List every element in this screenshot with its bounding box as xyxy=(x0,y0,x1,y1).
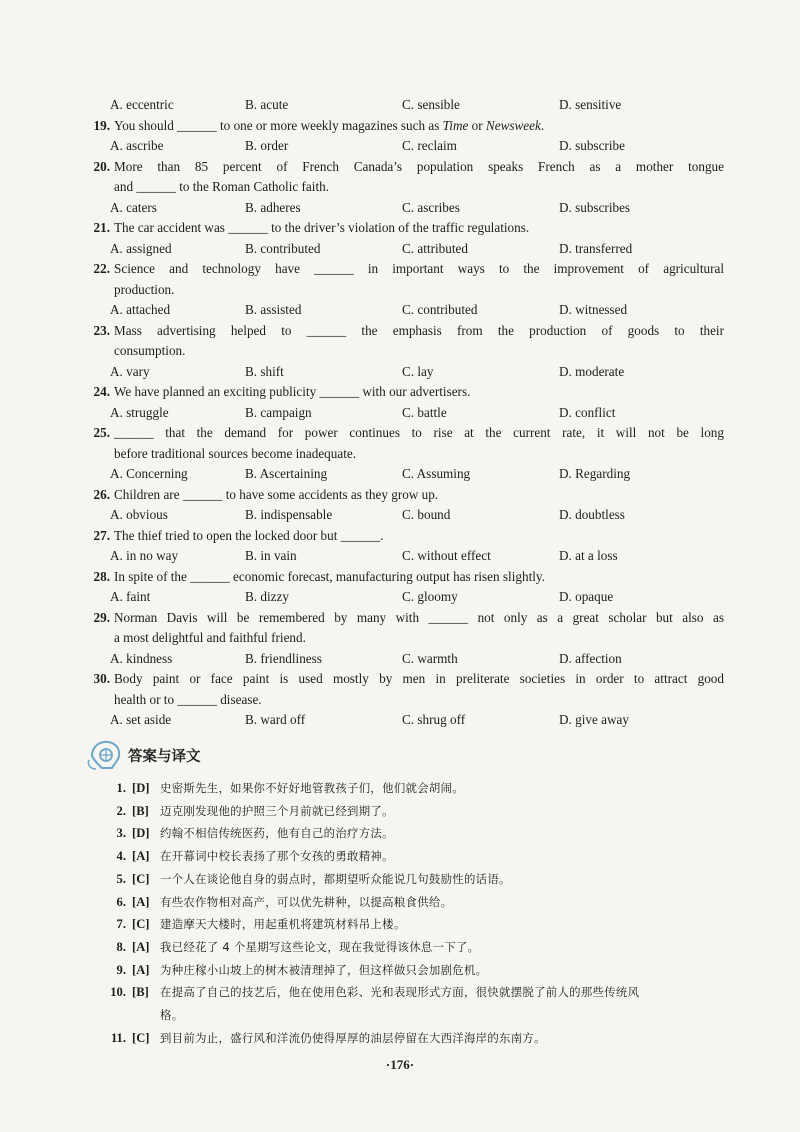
answer-line xyxy=(88,822,728,845)
question-number xyxy=(84,690,114,711)
question-item xyxy=(84,669,724,731)
answer-number: 5. xyxy=(116,871,126,886)
question-number xyxy=(84,341,114,362)
question-number: 19. xyxy=(93,117,110,133)
option-d: D. subscribes xyxy=(559,199,631,215)
question-item xyxy=(84,423,724,485)
option-a: A. caters xyxy=(110,199,157,215)
answer-key: [A] xyxy=(132,894,150,909)
options-row xyxy=(84,403,724,424)
question-line xyxy=(84,259,724,280)
question-item xyxy=(84,157,724,219)
answer-translation: 在开幕词中校长表扬了那个女孩的勇敢精神。 xyxy=(160,849,394,864)
question-line xyxy=(84,116,724,137)
question-line xyxy=(84,280,724,301)
option-c: C. bound xyxy=(402,507,451,522)
question-text: The car accident was ______ to the driver’s violation of the traffic regulations. xyxy=(114,220,530,235)
option-c: C. attributed xyxy=(402,240,468,256)
option-a: A. assigned xyxy=(110,240,172,256)
question-text: before traditional sources become inadequate. xyxy=(114,445,357,461)
options-row xyxy=(84,136,724,157)
answer-translation: 一个人在谈论他自身的弱点时，都期望听众能说几句鼓励性的话语。 xyxy=(160,871,511,886)
options-row xyxy=(84,362,724,383)
options-row xyxy=(84,587,724,608)
option-b: B. acute xyxy=(245,97,289,112)
question-text: Body paint or face paint is used mostly by men in preliterate societies in order to attract good xyxy=(114,671,724,686)
answer-number: 3. xyxy=(116,826,126,841)
question-item xyxy=(84,116,724,157)
question-text: In spite of the ______ economic forecast, manufacturing output has risen slightly. xyxy=(114,568,545,584)
option-c: C. ascribes xyxy=(402,199,460,215)
options-row xyxy=(84,239,724,260)
question-item xyxy=(84,218,724,259)
question-line xyxy=(84,341,724,362)
option-c: C. Assuming xyxy=(402,466,471,481)
question-text: You should ______ to one or more weekly magazines such as Time or Newsweek. xyxy=(114,117,545,133)
answer-key: [C] xyxy=(132,871,150,886)
answer-translation: 迈克刚发现他的护照三个月前就已经到期了。 xyxy=(160,803,394,818)
options-row xyxy=(84,546,724,567)
option-b: B. campaign xyxy=(245,404,312,420)
question-line xyxy=(84,321,724,342)
answers-section xyxy=(88,777,728,1049)
option-b: B. in vain xyxy=(245,548,297,563)
option-a: A. eccentric xyxy=(110,97,174,112)
option-a: A. faint xyxy=(110,589,151,604)
option-b: B. dizzy xyxy=(245,589,289,604)
option-b: B. shift xyxy=(245,363,284,379)
answer-number: 10. xyxy=(110,985,126,1000)
answer-line xyxy=(88,891,728,914)
question-number: 28. xyxy=(93,568,110,584)
question-text: production. xyxy=(114,281,175,297)
options-row xyxy=(84,300,724,321)
question-line xyxy=(84,382,724,403)
option-b: B. assisted xyxy=(245,302,302,317)
option-a: A. obvious xyxy=(110,507,168,522)
answer-number: 11. xyxy=(110,1030,126,1045)
option-a: A. ascribe xyxy=(110,138,164,153)
option-a: A. in no way xyxy=(110,548,179,563)
answer-line xyxy=(88,936,728,959)
answer-number: 8. xyxy=(116,939,126,954)
question-line xyxy=(84,177,724,198)
question-line xyxy=(84,690,724,711)
question-line xyxy=(84,423,724,444)
option-b: B. ward off xyxy=(245,712,306,727)
option-a: A. vary xyxy=(110,363,150,379)
answer-key xyxy=(132,1004,160,1027)
question-item xyxy=(84,608,724,670)
question-number xyxy=(84,444,114,465)
question-number: 20. xyxy=(93,158,110,174)
question-text: The thief tried to open the locked door but ______. xyxy=(114,527,384,543)
answer-line xyxy=(88,981,728,1004)
answer-key: [B] xyxy=(132,803,149,818)
option-b: B. indispensable xyxy=(245,507,333,522)
answer-key: [A] xyxy=(132,849,150,864)
option-b: B. order xyxy=(245,138,289,153)
question-line xyxy=(84,444,724,465)
question-text: ______ that the demand for power continues to rise at the current rate, it will not be long xyxy=(114,425,724,440)
question-item xyxy=(84,321,724,383)
question-line xyxy=(84,567,724,588)
lightbulb-icon xyxy=(86,738,124,772)
question-number: 25. xyxy=(93,425,110,440)
answer-line xyxy=(88,1004,728,1027)
question-number: 23. xyxy=(93,322,110,338)
option-b: B. adheres xyxy=(245,199,301,215)
question-number: 27. xyxy=(93,527,110,543)
question-text: Mass advertising helped to ______ the emphasis from the production of goods to their xyxy=(114,322,724,338)
question-text: Norman Davis will be remembered by many with ______ not only as a great scholar but also as xyxy=(114,609,724,625)
option-d: D. moderate xyxy=(559,363,625,379)
question-text: health or to ______ disease. xyxy=(114,691,262,707)
option-b: B. contributed xyxy=(245,240,321,256)
question-text: Children are ______ to have some accidents as they grow up. xyxy=(114,486,439,502)
answer-number: 4. xyxy=(116,849,126,864)
options-row xyxy=(84,649,724,670)
option-c: C. contributed xyxy=(402,302,478,317)
question-line xyxy=(84,218,724,239)
option-c: C. shrug off xyxy=(402,712,466,727)
question-number xyxy=(84,628,114,649)
question-number: 21. xyxy=(93,220,110,235)
answer-line xyxy=(88,1027,728,1050)
answer-translation: 在提高了自己的技艺后，他在使用色彩、光和表现形式方面，很快就摆脱了前人的那些传统风 xyxy=(160,985,640,1000)
answer-translation: 到目前为止，盛行风和洋流仍使得厚厚的油层停留在大西洋海岸的东南方。 xyxy=(160,1030,546,1045)
option-b: B. Ascertaining xyxy=(245,466,328,481)
option-d: D. affection xyxy=(559,650,622,666)
answer-translation: 约翰不相信传统医药，他有自己的治疗方法。 xyxy=(160,826,394,841)
answer-number: 2. xyxy=(116,803,126,818)
answer-key: [C] xyxy=(132,1030,150,1045)
question-line xyxy=(84,628,724,649)
question-number: 30. xyxy=(93,671,110,686)
question-line xyxy=(84,669,724,690)
answer-line xyxy=(88,959,728,982)
answer-line xyxy=(88,913,728,936)
question-number xyxy=(84,280,114,301)
answer-line xyxy=(88,868,728,891)
option-a: A. attached xyxy=(110,302,171,317)
question-text: We have planned an exciting publicity ______ with our advertisers. xyxy=(114,384,471,399)
options-row xyxy=(84,198,724,219)
option-a: A. struggle xyxy=(110,404,169,420)
answer-key: [B] xyxy=(132,985,149,1000)
question-number: 26. xyxy=(93,486,110,502)
question-text: and ______ to the Roman Catholic faith. xyxy=(114,179,329,194)
answer-key: [D] xyxy=(132,826,150,841)
answer-line xyxy=(88,800,728,823)
option-c: C. sensible xyxy=(402,97,460,112)
answer-number: 1. xyxy=(116,781,126,795)
answer-translation: 我已经花了 4 个星期写这些论文，现在我觉得该休息一下了。 xyxy=(160,939,480,954)
option-a: A. kindness xyxy=(110,650,173,666)
question-line xyxy=(84,526,724,547)
option-c: C. without effect xyxy=(402,548,491,563)
question-item xyxy=(84,259,724,321)
option-a: A. Concerning xyxy=(110,466,188,481)
questions-section xyxy=(84,95,724,731)
option-d: D. transferred xyxy=(559,240,633,256)
answer-line xyxy=(88,777,728,800)
answers-header xyxy=(86,738,201,772)
option-d: D. at a loss xyxy=(559,548,618,563)
question-number: 22. xyxy=(93,261,110,276)
answer-key: [A] xyxy=(132,939,150,954)
option-c: C. battle xyxy=(402,404,447,420)
option-c: C. gloomy xyxy=(402,589,458,604)
options-row xyxy=(84,710,724,731)
answer-number: 9. xyxy=(116,962,126,977)
option-d: D. subscribe xyxy=(559,138,625,153)
option-d: D. sensitive xyxy=(559,97,622,112)
page-number: ·176· xyxy=(385,1057,415,1072)
answer-translation: 格。 xyxy=(160,1008,184,1023)
option-d: D. Regarding xyxy=(559,466,631,481)
option-d: D. conflict xyxy=(559,404,616,420)
question-item xyxy=(84,485,724,526)
question-item xyxy=(84,567,724,608)
answer-translation: 史密斯先生，如果你不好好地管教孩子们，他们就会胡闹。 xyxy=(160,781,464,795)
option-b: B. friendliness xyxy=(245,650,322,666)
option-d: D. give away xyxy=(559,712,629,727)
options-row xyxy=(84,505,724,526)
answer-key: [D] xyxy=(132,781,150,795)
option-c: C. warmth xyxy=(402,650,458,666)
answer-translation: 建造摩天大楼时，用起重机将建筑材料吊上楼。 xyxy=(160,917,406,932)
question-text: a most delightful and faithful friend. xyxy=(114,630,306,645)
options-row xyxy=(84,464,724,485)
question-line xyxy=(84,157,724,178)
question-item xyxy=(84,382,724,423)
answer-number xyxy=(88,1004,132,1027)
answer-line xyxy=(88,845,728,868)
question-item xyxy=(84,526,724,567)
option-c: C. lay xyxy=(402,363,434,379)
question-text: More than 85 percent of French Canada’s population speaks French as a mother tongue xyxy=(114,158,724,174)
option-d: D. witnessed xyxy=(559,302,628,317)
option-d: D. opaque xyxy=(559,589,614,604)
question-number: 29. xyxy=(93,609,110,625)
options-row xyxy=(84,95,724,116)
question-line xyxy=(84,608,724,629)
question-number: 24. xyxy=(93,384,110,399)
question-line xyxy=(84,485,724,506)
question-text: consumption. xyxy=(114,343,186,358)
answer-number: 7. xyxy=(116,917,126,932)
answer-number: 6. xyxy=(116,894,126,909)
answer-translation: 有些农作物相对高产，可以优先耕种，以提高粮食供给。 xyxy=(160,894,453,909)
question-number xyxy=(84,177,114,198)
option-c: C. reclaim xyxy=(402,138,457,153)
answer-key: [A] xyxy=(132,962,150,977)
answers-title: 答案与译文 xyxy=(128,748,201,765)
answer-key: [C] xyxy=(132,917,150,932)
option-d: D. doubtless xyxy=(559,507,625,522)
option-a: A. set aside xyxy=(110,712,172,727)
question-text: Science and technology have ______ in important ways to the improvement of agricultural xyxy=(114,261,724,276)
answer-translation: 为种庄稼小山坡上的树木被清理掉了，但这样做只会加剧危机。 xyxy=(160,962,488,977)
